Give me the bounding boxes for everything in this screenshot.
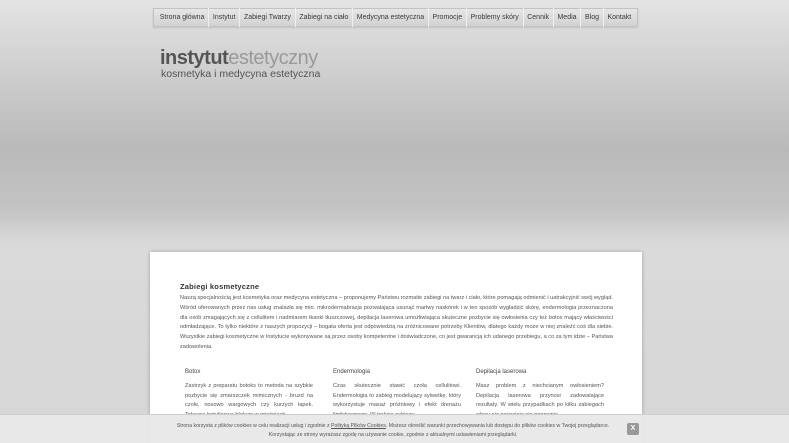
nav-item-home[interactable]: Strona główna <box>159 14 205 21</box>
nav-separator <box>352 8 353 27</box>
nav-item-cennik[interactable]: Cennik <box>527 14 550 21</box>
treatment-description: Masz problem z niechcianym owłosieniem? Depilacja laserowa przynosi zadowalające rezultaty. W wielu przypadkach po kilku zabiegach <box>476 382 604 409</box>
cookie-text <box>160 422 626 439</box>
site-logo[interactable] <box>160 47 320 80</box>
nav-separator <box>428 8 429 27</box>
nav-separator <box>580 8 581 27</box>
logo-tagline: kosmetyka i medycyna estetyczna <box>161 68 321 80</box>
cookie-bar <box>0 414 789 443</box>
cookie-text-end: . Możesz określić warunki przechowywania lub dostępu do plików cookies w Twojej przeglądarce. <box>385 423 610 429</box>
treatment-title[interactable]: Botox <box>185 369 201 375</box>
nav-item-blog[interactable]: Blog <box>584 14 599 21</box>
intro-text: Naszą specjalnością jest kosmetyka oraz medycyna estetyczna – proponujemy Państwu rozmaite zabiegi na twarz i ciało, które pomagają odmienić i uatrakcyjnić swój wygląd. Wśród oferowanych przez nas usług znalazła się min. mikrodermabrazja pozwalająca usunąć martwy naskórek i w ten sposób wygładzić skórę, endermologia przeznaczona dla osób zmagających się z cellulitem i nadmiarem tkanki tłuszczowej, depilacja laserowa umożliwiająca skuteczne pozbycie się owłosienia czy też botox mający właściwości odmładzające. To tylko niektóre z naszych propozycji – bogata oferta jest odpowiedzią na zróżnicowane potrzeby Klientów, dlatego każdy może w niej znaleźć coś dla siebie. Wszystkie zabiegi kosmetyczne w Instytucie wykonywane są przez osoby kompetentne i doświadczone, co jest gwarancją ich udanego przebiegu, a co za tym idzie – Państwa zadowolenia. <box>180 295 613 350</box>
nav-item-problemy-skory[interactable]: Problemy skóry <box>470 14 519 21</box>
treatment-title[interactable]: Depilacja laserowa <box>476 369 527 375</box>
cookie-text-start: Strona korzysta z plików cookies w celu realizacji usług i zgodnie z <box>176 423 332 429</box>
nav-item-promocje[interactable]: Promocje <box>432 14 463 21</box>
cookie-text-line2: Korzystając ze strony wyrażasz zgodę na używanie cookie, zgodnie z aktualnymi ustawieniami przeglądarki. <box>268 431 518 438</box>
main-nav <box>153 8 638 27</box>
logo-part-estetyczny: estetyczny <box>228 47 318 69</box>
cookie-policy-link[interactable]: Polityką Plików Cookies <box>331 423 386 429</box>
nav-separator <box>603 8 604 27</box>
nav-separator <box>553 8 554 27</box>
nav-separator <box>239 8 240 27</box>
nav-item-kontakt[interactable]: Kontakt <box>607 14 632 21</box>
nav-separator <box>295 8 296 27</box>
nav-item-zabiegi-na-cialo[interactable]: Zabiegi na ciało <box>299 14 349 21</box>
treatment-description: Zastrzyk z preparatu botoks to metoda na szybkie pozbycie się zmarszczek mimicznych - bruzd na czole, nosowo wargowych czy kurzych łapek. <box>185 382 313 409</box>
nav-separator <box>466 8 467 27</box>
nav-item-instytut[interactable]: Instytut <box>212 14 236 21</box>
cookie-close-button[interactable]: X <box>627 423 639 435</box>
intro-section <box>180 282 613 353</box>
nav-item-media[interactable]: Media <box>557 14 577 21</box>
treatment-title[interactable]: Endermologia <box>333 369 371 375</box>
treatment-description: Czas skutecznie stawić czoła cellulitowi. Endermologia to zabieg modelujący sylwetkę, który wykorzystuje masaż próżniowy i efekt drenażu <box>333 382 461 409</box>
section-title: Zabiegi kosmetyczne <box>180 282 260 291</box>
logo-wordmark <box>160 47 320 69</box>
nav-separator <box>523 8 524 27</box>
nav-item-zabiegi-twarzy[interactable]: Zabiegi Twarzy <box>243 14 291 21</box>
nav-item-medycyna-estetyczna[interactable]: Medycyna estetyczna <box>356 14 425 21</box>
logo-part-instytut: instytut <box>160 47 229 69</box>
nav-separator <box>208 8 209 27</box>
